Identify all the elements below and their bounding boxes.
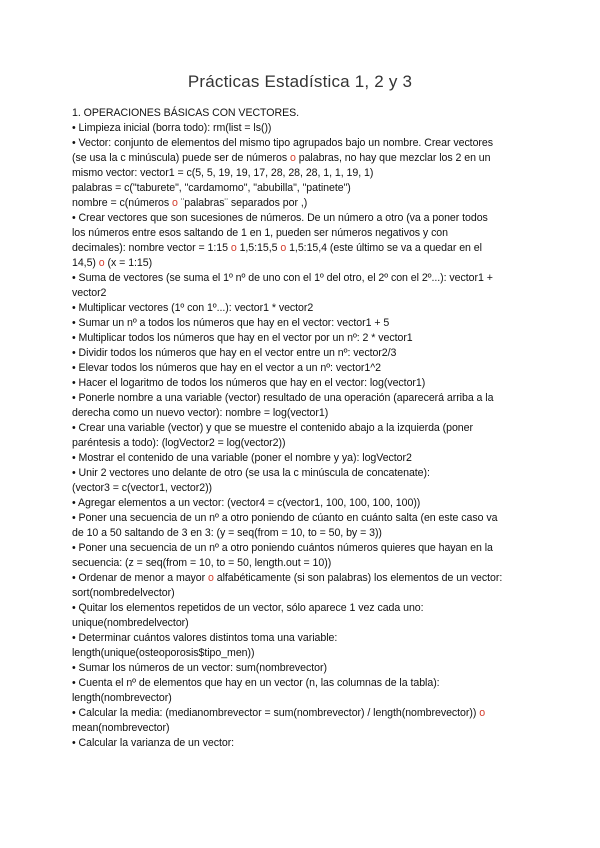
text-line: • Poner una secuencia de un nº a otro poniendo de cúanto en cuánto salta (en este caso va [72, 512, 498, 524]
text-line: • Multiplicar todos los números que hay en el vector por un nº: 2 * vector1 [72, 332, 413, 344]
text-line: paréntesis a todo): (logVector2 = log(vector2)) [72, 437, 286, 449]
text-line: • Calcular la varianza de un vector: [72, 737, 235, 749]
text-line: length(nombrevector) [72, 692, 172, 704]
text-line: • Poner una secuencia de un nº a otro poniendo cuántos números quieres que hayan en la [72, 542, 493, 554]
section-heading: 1. OPERACIONES BÁSICAS CON VECTORES. [72, 107, 300, 119]
text-line: • Quitar los elementos repetidos de un vector, sólo aparece 1 vez cada uno: [72, 602, 424, 614]
text-line: derecha como un nuevo vector): nombre = log(vector1) [72, 407, 329, 419]
text-line: • Elevar todos los números que hay en el vector a un nº: vector1^2 [72, 362, 381, 374]
text-line: decimales): nombre vector = 1:15 o 1,5:15,5 o 1,5:15,4 (este último se va a quedar en el [72, 242, 482, 254]
text-line: (se usa la c minúscula) puede ser de números o palabras, no hay que mezclar los 2 en un [72, 152, 491, 164]
text-line: • Calcular la media: (medianombrevector = sum(nombrevector) / length(nombrevector)) o [72, 707, 486, 719]
page-title: Prácticas Estadística 1, 2 y 3 [187, 72, 413, 91]
text-line: • Mostrar el contenido de una variable (poner el nombre y ya): logVector2 [72, 452, 412, 464]
text-line: • Sumar un nº a todos los números que hay en el vector: vector1 + 5 [72, 317, 390, 329]
text-line: • Agregar elementos a un vector: (vector4 = c(vector1, 100, 100, 100, 100)) [72, 497, 421, 509]
text-line: • Sumar los números de un vector: sum(nombrevector) [72, 662, 327, 674]
text-line: length(unique(osteoporosis$tipo_men)) [72, 647, 255, 659]
document-body [72, 106, 532, 751]
text-line: • Limpieza inicial (borra todo): rm(list = ls()) [72, 122, 272, 134]
text-line: • Multiplicar vectores (1º con 1º...): vector1 * vector2 [72, 302, 314, 314]
text-line: 14,5) o (x = 1:15) [72, 257, 153, 269]
text-line: unique(nombredelvector) [72, 617, 189, 629]
text-line: nombre = c(números o ¨palabras¨ separados por ,) [72, 197, 308, 209]
text-line: mismo vector: vector1 = c(5, 5, 19, 19, 17, 28, 28, 28, 1, 1, 19, 1) [72, 167, 374, 179]
text-line: • Determinar cuántos valores distintos toma una variable: [72, 632, 338, 644]
text-line: de 10 a 50 saltando de 3 en 3: (y = seq(from = 10, to = 50, by = 3)) [72, 527, 382, 539]
text-line: • Ponerle nombre a una variable (vector) resultado de una operación (aparecerá arriba a la [72, 392, 494, 404]
text-line: • Hacer el logaritmo de todos los números que hay en el vector: log(vector1) [72, 377, 426, 389]
text-line: • Suma de vectores (se suma el 1º nº de uno con el 1º del otro, el 2º con el 2º...): vector1 + [72, 272, 493, 284]
text-line: • Cuenta el nº de elementos que hay en un vector (n, las columnas de la tabla): [72, 677, 440, 689]
text-line: • Crear una variable (vector) y que se muestre el contenido abajo a la izquierda (poner [72, 422, 473, 434]
text-line: • Vector: conjunto de elementos del mismo tipo agrupados bajo un nombre. Crear vectores [72, 137, 493, 149]
text-line: palabras = c("taburete", "cardamomo", "abubilla", "patinete") [72, 182, 351, 194]
text-line: vector2 [72, 287, 107, 299]
text-line: sort(nombredelvector) [72, 587, 175, 599]
text-line: • Unir 2 vectores uno delante de otro (se usa la c minúscula de concatenate): [72, 467, 430, 479]
text-line: los números entre esos saltando de 1 en 1, pueden ser números negativos y con [72, 227, 448, 239]
text-line: • Crear vectores que son sucesiones de números. De un número a otro (va a poner todos [72, 212, 488, 224]
text-line: • Ordenar de menor a mayor o alfabéticamente (si son palabras) los elementos de un vector: [72, 572, 503, 584]
text-line: secuencia: (z = seq(from = 10, to = 50, length.out = 10)) [72, 557, 332, 569]
text-line: (vector3 = c(vector1, vector2)) [72, 482, 213, 494]
text-line: • Dividir todos los números que hay en el vector entre un nº: vector2/3 [72, 347, 397, 359]
text-line: mean(nombrevector) [72, 722, 170, 734]
